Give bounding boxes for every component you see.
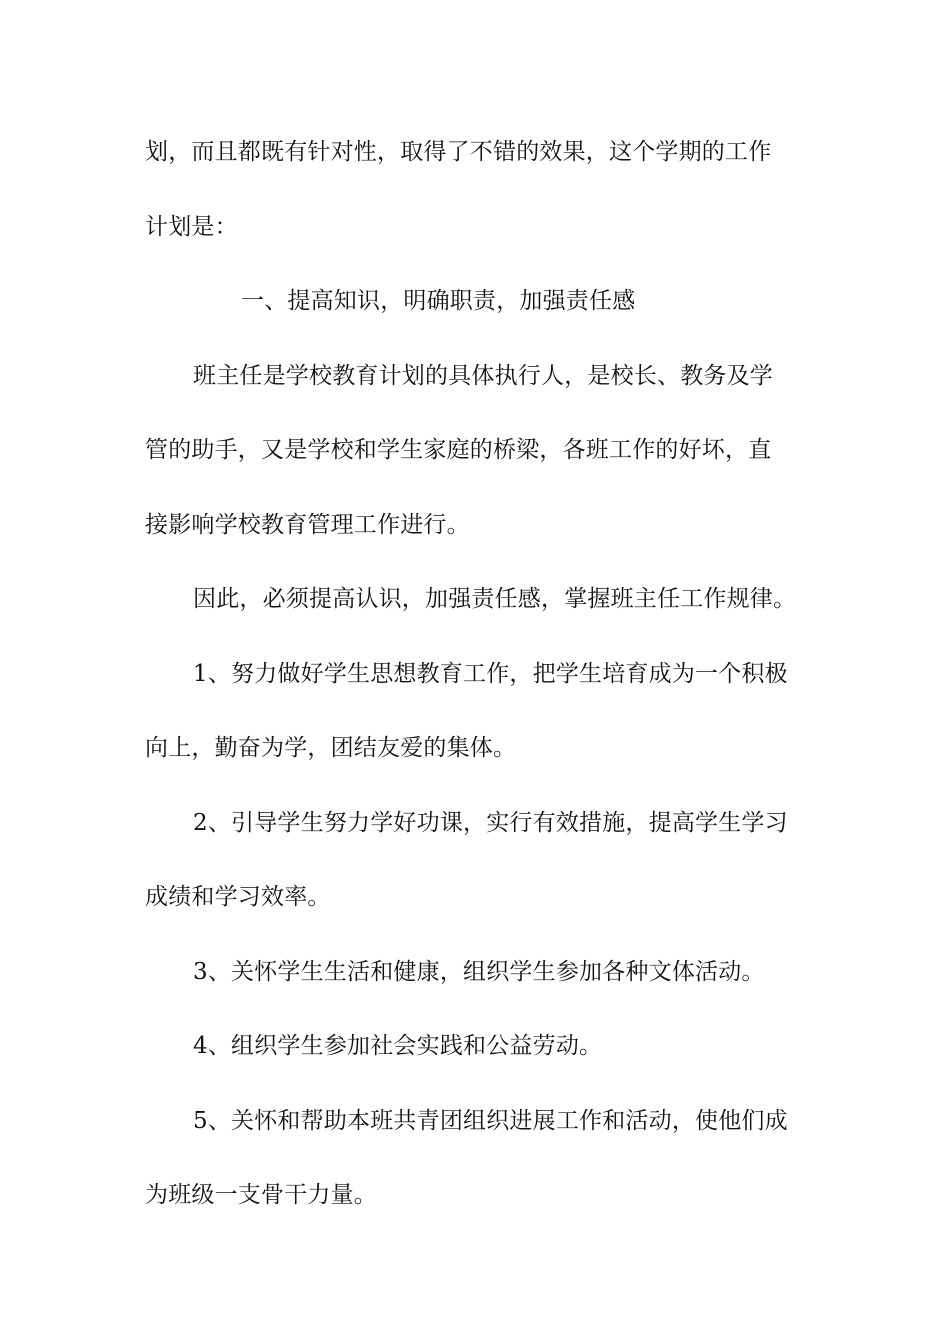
- text-line: 为班级一支骨干力量。: [145, 1182, 377, 1208]
- text-line: 接影响学校教育管理工作进行。: [145, 512, 470, 538]
- text-line: 成绩和学习效率。: [145, 884, 331, 910]
- list-item-start: 2、引导学生努力学好功课，实行有效措施，提高学生学习: [193, 810, 788, 836]
- section-heading: 一、提高知识，明确职责，加强责任感: [241, 288, 636, 314]
- text-line: 向上，勤奋为学，团结友爱的集体。: [145, 735, 517, 761]
- paragraph-start: 班主任是学校教育计划的具体执行人，是校长、教务及学: [193, 363, 773, 389]
- text-line: 计划是：: [145, 214, 238, 240]
- list-item-start: 5、关怀和帮助本班共青团组织进展工作和活动，使他们成: [193, 1108, 788, 1134]
- list-item-start: 4、组织学生参加社会实践和公益劳动。: [193, 1033, 603, 1059]
- list-item-start: 1、努力做好学生思想教育工作，把学生培育成为一个积极: [193, 661, 788, 687]
- text-line: 划，而且都既有针对性，取得了不错的效果，这个学期的工作: [145, 139, 772, 165]
- paragraph-start: 因此，必须提高认识，加强责任感，掌握班主任工作规律。: [193, 586, 797, 612]
- list-item-start: 3、关怀学生生活和健康，组织学生参加各种文体活动。: [193, 959, 765, 985]
- text-line: 管的助手，又是学校和学生家庭的桥梁，各班工作的好坏，直: [145, 437, 772, 463]
